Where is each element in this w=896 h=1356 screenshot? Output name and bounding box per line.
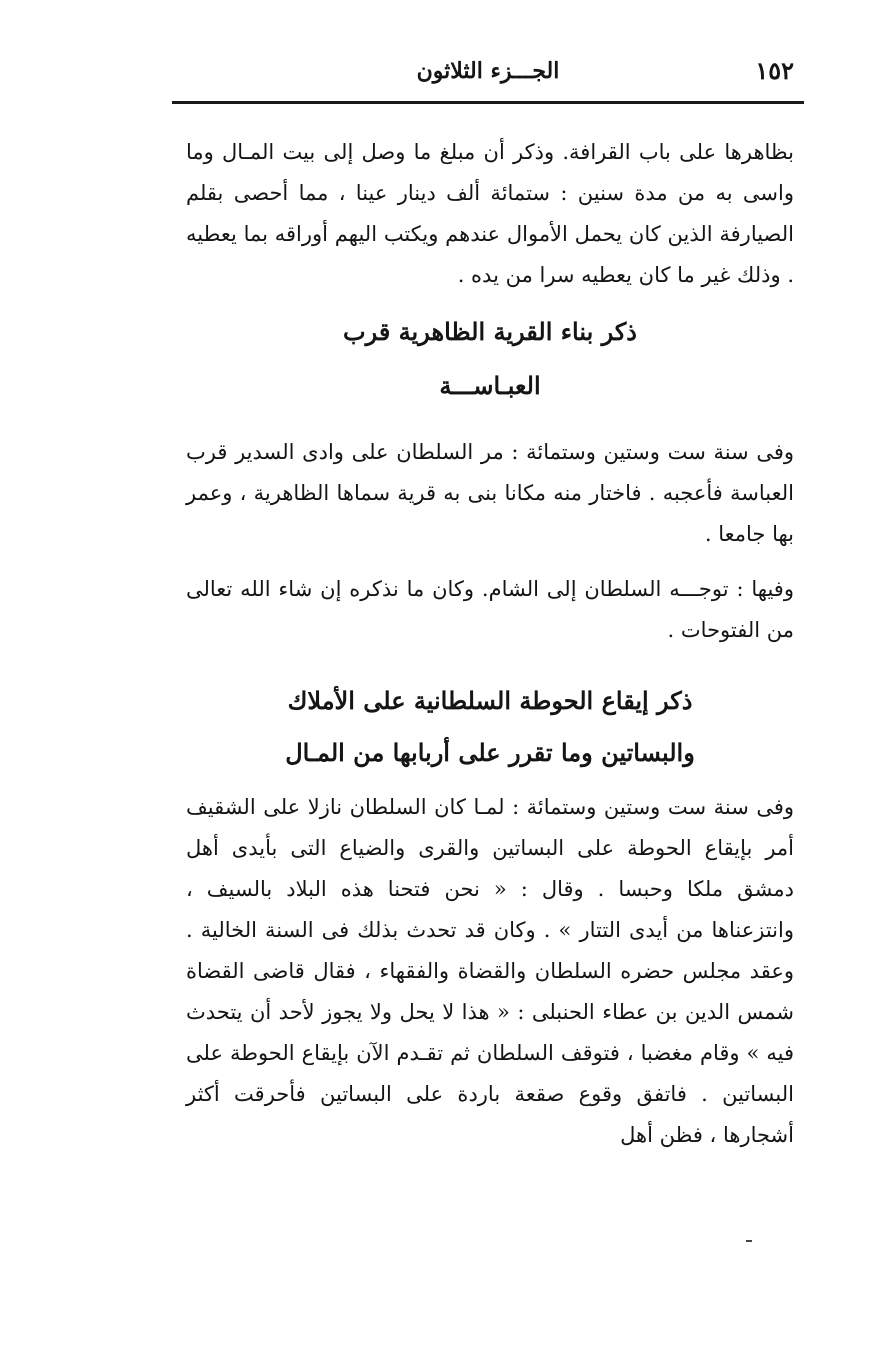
page-header (172, 50, 804, 94)
paragraph-4: وفى سنة ست وستين وستمائة : لمـا كان السلطان نازلا على الشقيف أمر بإيقاع الحوطة على البساتين والقرى والضياع التى بأيدى أهل دمشق ملكا وحبسا . وقال : « نحن فتحنا هذه البلاد بالسيف ، وانتزعناها من أيدى التتار » . وكان قد تحدث بذلك فى السنة الخالية . وعقد مجلس حضره السلطان والقضاة والفقهاء ، فقال قاضى القضاة شمس الدين بن عطاء الحنبلى : « هذا لا يحل ولا يجوز لأحد أن يتحدث فيه » وقام مغضبا ، فتوقف السلطان ثم تقـدم الآن بإيقاع الحوطة على البساتين . فاتفق وقوع صقعة باردة على البساتين فأحرقت أكثر أشجارها ، فظن أهل (186, 795, 794, 1147)
header-rule (172, 101, 804, 104)
section-heading-2-line-2: والبساتين وما تقرر على أربابها من المـال (285, 738, 695, 767)
page-body (186, 132, 794, 1156)
section-heading-1-line-1: ذكر بناء القرية الظاهرية قرب (343, 317, 637, 346)
running-title: الجـــزء الثلاثون (416, 58, 560, 84)
paragraph-2: وفى سنة ست وستين وستمائة : مر السلطان على وادى السدير قرب العباسة فأعجبه . فاختار منه مكانا بنى به قرية سماها الظاهرية ، وعمر بها جامعا . (186, 440, 794, 546)
page-number: ١٥٢ (755, 56, 794, 85)
paragraph-1: بظاهرها على باب القرافة. وذكر أن مبلغ ما وصل إلى بيت المـال وما واسى به من مدة سنين : ستمائة ألف دينار عينا ، مما أحصى بقلم الصيارفة الذين كان يحمل الأموال عندهم ويكتب اليهم أوراقه بما يعطيه . وذلك غير ما كان يعطيه سرا من يده . (186, 140, 794, 287)
paragraph-3: وفيها : توجـــه السلطان إلى الشام. وكان ما نذكره إن شاء الله تعالى من الفتوحات . (186, 577, 794, 642)
section-heading-2-line-1: ذكر إيقاع الحوطة السلطانية على الأملاك (287, 686, 693, 715)
section-heading-1-line-2: العبـاســـة (439, 371, 541, 400)
stray-mark (746, 1240, 752, 1242)
